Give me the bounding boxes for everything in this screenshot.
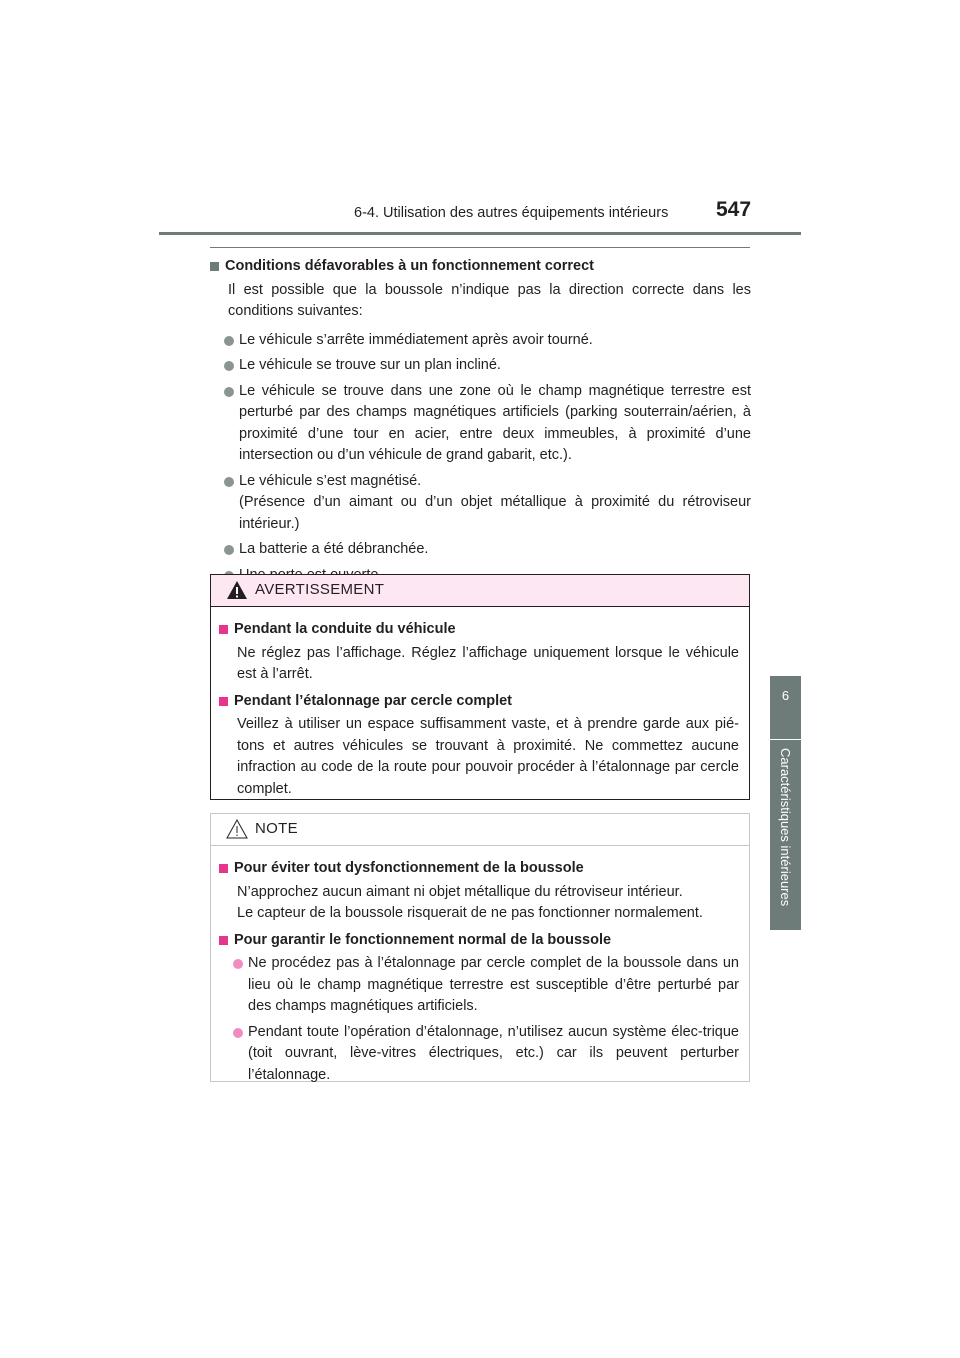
list-item-text: La batterie a été débranchée. (239, 541, 429, 557)
warning-triangle-icon (226, 580, 248, 600)
list-item-note: (Présence d’un aimant ou d’un objet métallique à proximité du rétroviseur intérieur.) (239, 494, 751, 532)
note-paragraph (219, 882, 739, 925)
chapter-tab (770, 740, 801, 930)
section-heading-text: Conditions défavorables à un fonctionnement correct (225, 258, 594, 274)
circle-bullet-icon (224, 545, 234, 555)
warning-paragraph: Ne réglez pas l’affichage. Réglez l’affichage uniquement lorsque le véhicule est à l’arrêt. (237, 644, 739, 682)
list-item-text: Ne procédez pas à l’étalonnage par cercle complet de la boussole dans un lieu où le champ magnétique terrestre est susceptible d’être perturbé par des champs magnétiques artificiels. (248, 955, 739, 1014)
square-bullet-icon (210, 262, 219, 271)
warning-title: AVERTISSEMENT (255, 581, 385, 598)
caution-triangle-icon (226, 819, 248, 839)
note-subheading (219, 858, 739, 880)
note-body (211, 846, 749, 1086)
list-item-text: Le véhicule s’arrête immédiatement après avoir tourné. (239, 331, 593, 348)
warning-subheading-text: Pendant l’étalonnage par cercle complet (234, 692, 512, 709)
note-subheading-text: Pour éviter tout dysfonctionnement de la boussole (234, 860, 584, 876)
warning-paragraph: Veillez à utiliser un espace suffisamment vaste, et à prendre garde aux pié-tons et autres véhicules se trouvant à proximité. Ne commettez aucune infraction au code de la route pour pouvoir procéder à l’étalonnage par cercle complet. (237, 716, 739, 797)
warning-header (211, 575, 749, 607)
content-top-rule (210, 247, 750, 248)
square-bullet-icon (219, 625, 228, 634)
list-item (210, 330, 751, 352)
chapter-tab-label: Caractéristiques intérieures (778, 748, 793, 907)
main-content (210, 256, 751, 590)
warning-body (211, 607, 749, 800)
section-heading (210, 256, 751, 278)
note-title: NOTE (255, 820, 298, 837)
note-box (210, 813, 750, 1082)
note-subheading (219, 930, 739, 952)
circle-bullet-icon (224, 477, 234, 487)
intro-paragraph: Il est possible que la boussole n’indique pas la direction correcte dans les conditions suivantes: (228, 281, 751, 319)
list-item-text: Pendant toute l’opération d’étalonnage, n’utilisez aucun système élec-trique (toit ouvrant, lève-vitres électriques, etc.) car ils peuvent perturber l’étalonnage. (248, 1023, 739, 1083)
warning-subheading-text: Pendant la conduite du véhicule (234, 621, 456, 637)
note-subheading-text: Pour garantir le fonctionnement normal de la boussole (234, 931, 612, 948)
list-item (210, 355, 751, 377)
circle-bullet-icon (224, 336, 234, 346)
list-item-text: Le véhicule se trouve dans une zone où le champ magnétique terrestre est perturbé par des champs magnétiques artificiels (parking souterrain/aérien, à proximité d’une tour en acier, entre deux immeubles, à proximité d’une intersection ou d’un véhicule de grand gabarit, etc.). (239, 382, 751, 463)
list-item (219, 1022, 739, 1087)
list-item-text: Le véhicule s’est magnétisé. (239, 472, 422, 489)
list-item (210, 471, 751, 536)
warning-box (210, 574, 750, 800)
circle-bullet-icon (224, 361, 234, 371)
note-header (211, 814, 749, 846)
list-item (210, 381, 751, 467)
list-item (219, 953, 739, 1018)
square-bullet-icon (219, 697, 228, 706)
warning-subheading (219, 619, 739, 641)
chapter-tab-number: 6 (770, 676, 801, 739)
square-bullet-icon (219, 936, 228, 945)
running-header-section: 6-4. Utilisation des autres équipements intérieurs (354, 205, 669, 221)
header-rule (159, 232, 801, 235)
circle-bullet-icon (233, 959, 243, 969)
note-line: Le capteur de la boussole risquerait de ne pas fonctionner normalement. (237, 905, 703, 921)
list-item (210, 539, 751, 561)
circle-bullet-icon (233, 1028, 243, 1038)
page-number: 547 (716, 198, 752, 221)
list-item-text: Le véhicule se trouve sur un plan incliné. (239, 357, 501, 373)
note-line: N’approchez aucun aimant ni objet métallique du rétroviseur intérieur. (237, 883, 683, 900)
warning-subheading (219, 691, 739, 713)
circle-bullet-icon (224, 387, 234, 397)
list-item-multiline (239, 471, 751, 536)
square-bullet-icon (219, 864, 228, 873)
